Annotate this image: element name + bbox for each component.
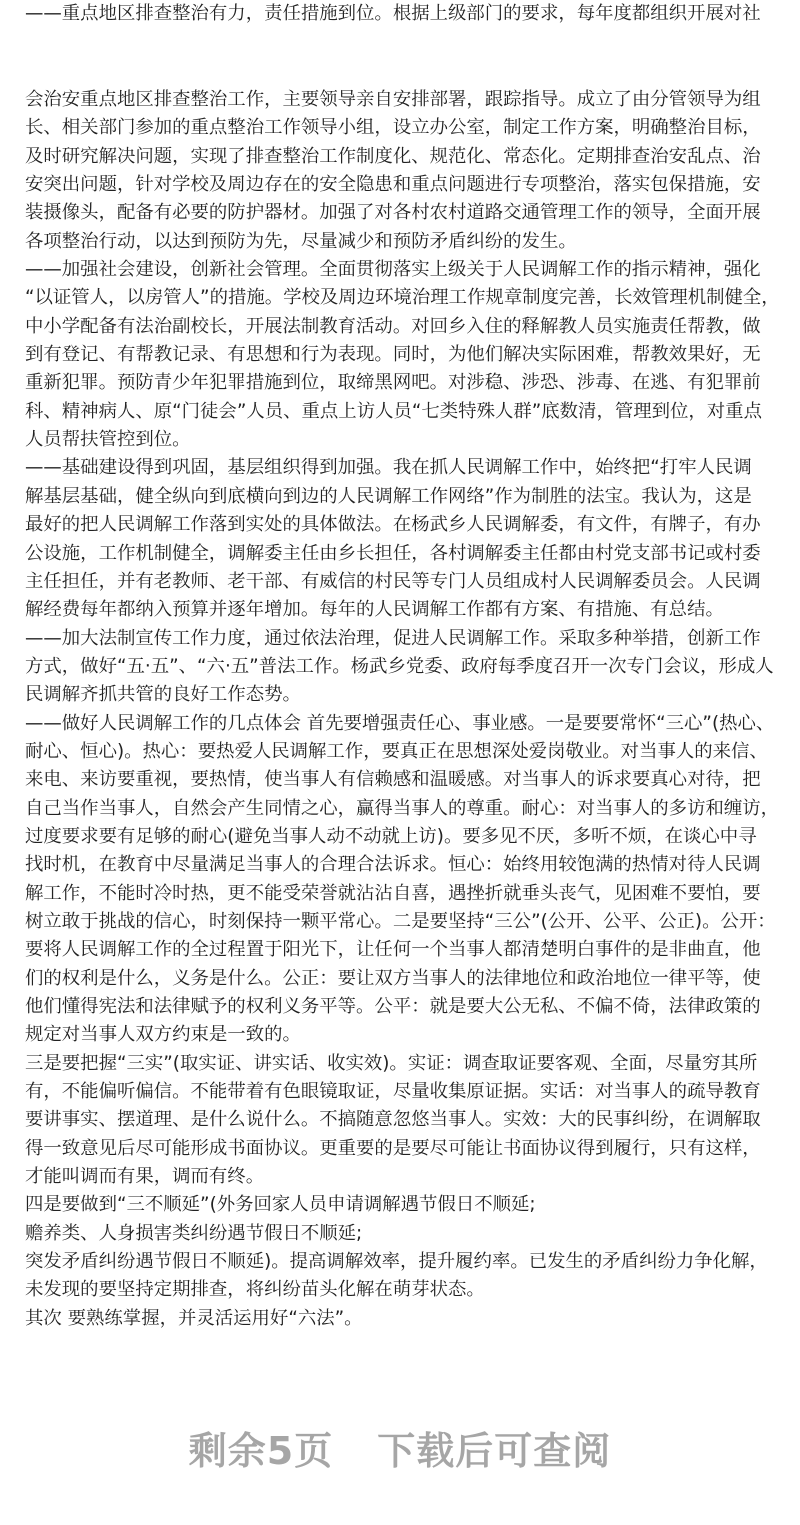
- document-line: 最好的把人民调解工作落到实处的具体做法。在杨武乡人民调解委，有文件，有牌子，有办: [25, 514, 761, 536]
- document-line: 四是要做到“三不顺延”(外务回家人员申请调解遇节假日不顺延;: [25, 1194, 536, 1216]
- document-line: 长、相关部门参加的重点整治工作领导小组，设立办公室，制定工作方案，明确整治目标，: [25, 117, 761, 139]
- document-line: 公设施，工作机制健全，调解委主任由乡长担任，各村调解委主任都由村党支部书记或村委: [25, 542, 761, 564]
- document-line: 三是要把握“三实”(取实证、讲实话、收实效)。实证：调查取证要客观、全面，尽量穷其所: [25, 1052, 758, 1074]
- document-line: 解工作，不能时冷时热，更不能受荣誉就沾沾自喜，遇挫折就垂头丧气，见困难不要怕，要: [25, 882, 761, 904]
- document-line: 要讲事实、摆道理、是什么说什么。不搞随意忽悠当事人。实效：大的民事纠纷，在调解取: [25, 1109, 761, 1131]
- document-line: “以证管人，以房管人”的措施。学校及周边环境治理工作规章制度完善，长效管理机制健全，: [25, 287, 780, 309]
- document-line: ——加大法制宣传工作力度，通过依法治理，促进人民调解工作。采取多种举措，创新工作: [25, 627, 761, 649]
- document-line: 自己当作当事人，自然会产生同情之心，赢得当事人的尊重。耐心：对当事人的多访和缠访，: [25, 797, 780, 819]
- remaining-pages-label: 剩余5页: [188, 1429, 334, 1473]
- document-line: 会治安重点地区排查整治工作，主要领导亲自安排部署，跟踪指导。成立了由分管领导为组: [25, 89, 761, 110]
- document-line: 其次 要熟练掌握，并灵活运用好“六法”。: [25, 1307, 363, 1329]
- document-line: 规定对当事人双方约束是一致的。: [25, 1024, 301, 1046]
- document-line: 耐心、恒心)。热心：要热爱人民调解工作，要真正在思想深处爱岗敬业。对当事人的来信、: [25, 740, 768, 762]
- document-line: 解经费每年都纳入预算并逐年增加。每年的人民调解工作都有方案、有措施、有总结。: [25, 599, 724, 621]
- document-line: 过度要求要有足够的耐心(避免当事人动不动就上访)。要多见不厌，多听不烦，在谈心中寻: [25, 825, 757, 847]
- document-line: 赡养类、人身损害类纠纷遇节假日不顺延;: [25, 1222, 363, 1244]
- document-line: 未发现的要坚持定期排查，将纠纷苗头化解在萌芽状态。: [25, 1279, 485, 1301]
- document-line: 们的权利是什么，义务是什么。公正：要让双方当事人的法律地位和政治地位一律平等，使: [25, 967, 761, 989]
- document-line: 安突出问题，针对学校及周边存在的安全隐患和重点问题进行专项整治，落实包保措施，安: [25, 174, 761, 196]
- document-line: 解基层基础，健全纵向到底横向到边的人民调解工作网络”作为制胜的法宝。我认为，这是: [25, 485, 752, 507]
- document-line: ——加强社会建设，创新社会管理。全面贯彻落实上级关于人民调解工作的指示精神，强化: [25, 259, 761, 281]
- document-line: ——做好人民调解工作的几点体会 首先要增强责任心、事业感。一是要要常怀“三心”(热心、: [25, 712, 775, 734]
- document-line: 突发矛盾纠纷遇节假日不顺延)。提高调解效率，提升履约率。已发生的矛盾纠纷力争化解，: [25, 1251, 768, 1273]
- document-line: 得一致意见后尽可能形成书面协议。更重要的是要尽可能让书面协议得到履行，只有这样，: [25, 1137, 761, 1159]
- document-line: ——基础建设得到巩固，基层组织得到加强。我在抓人民调解工作中，始终把“打牢人民调: [25, 457, 752, 479]
- document-line: 有，不能偏听偏信。不能带着有色眼镜取证，尽量收集原证据。实话：对当事人的疏导教育: [25, 1081, 761, 1103]
- download-prompt[interactable]: [0, 1420, 800, 1475]
- document-line: ——重点地区排查整治有力，责任措施到位。根据上级部门的要求，每年度都组织开展对社: [25, 3, 761, 24]
- document-line: 科、精神病人、原“门徒会”人员、重点上访人员“七类特殊人群”底数清，管理到位，对重点: [25, 400, 762, 422]
- document-line: 人员帮扶管控到位。: [25, 429, 191, 451]
- document-line: 到有登记、有帮教记录、有思想和行为表现。同时，为他们解决实际困难，帮教效果好，无: [25, 344, 761, 366]
- document-line: 树立敢于挑战的信心，时刻保持一颗平常心。二是要坚持“三公”(公开、公平、公正)。公开：: [25, 910, 776, 932]
- document-line: 才能叫调而有果，调而有终。: [25, 1166, 265, 1188]
- document-line: 民调解齐抓共管的良好工作态势。: [25, 684, 301, 706]
- document-line: 要将人民调解工作的全过程置于阳光下，让任何一个当事人都清楚明白事件的是非曲直，他: [25, 939, 761, 961]
- download-to-read-label[interactable]: 下载后可查阅: [377, 1429, 612, 1473]
- document-line: 重新犯罪。预防青少年犯罪措施到位，取缔黑网吧。对涉稳、涉恐、涉毒、在逃、有犯罪前: [25, 372, 761, 394]
- document-line: 他们懂得宪法和法律赋予的权利义务平等。公平：就是要大公无私、不偏不倚，法律政策的: [25, 996, 761, 1017]
- document-line: 中小学配备有法治副校长，开展法制教育活动。对回乡入住的释解教人员实施责任帮教，做: [25, 315, 761, 337]
- document-line: 主任担任，并有老教师、老干部、有威信的村民等专门人员组成村人民调解委员会。人民调: [25, 570, 761, 592]
- document-line: 各项整治行动，以达到预防为先，尽量减少和预防矛盾纠纷的发生。: [25, 230, 577, 252]
- document-line: 方式，做好“五·五”、“六·五”普法工作。杨武乡党委、政府每季度召开一次专门会议，形成人: [25, 655, 774, 677]
- document-line: 装摄像头，配备有必要的防护器材。加强了对各村农村道路交通管理工作的领导，全面开展: [25, 202, 761, 224]
- document-line: 及时研究解决问题，实现了排查整治工作制度化、规范化、常态化。定期排查治安乱点、治: [25, 145, 761, 167]
- document-line: 来电、来访要重视，要热情，使当事人有信赖感和温暖感。对当事人的诉求要真心对待，把: [25, 769, 761, 791]
- document-body: [0, 86, 800, 1333]
- document-line: 找时机，在教育中尽量满足当事人的合理合法诉求。恒心：始终用较饱满的热情对待人民调: [25, 854, 761, 876]
